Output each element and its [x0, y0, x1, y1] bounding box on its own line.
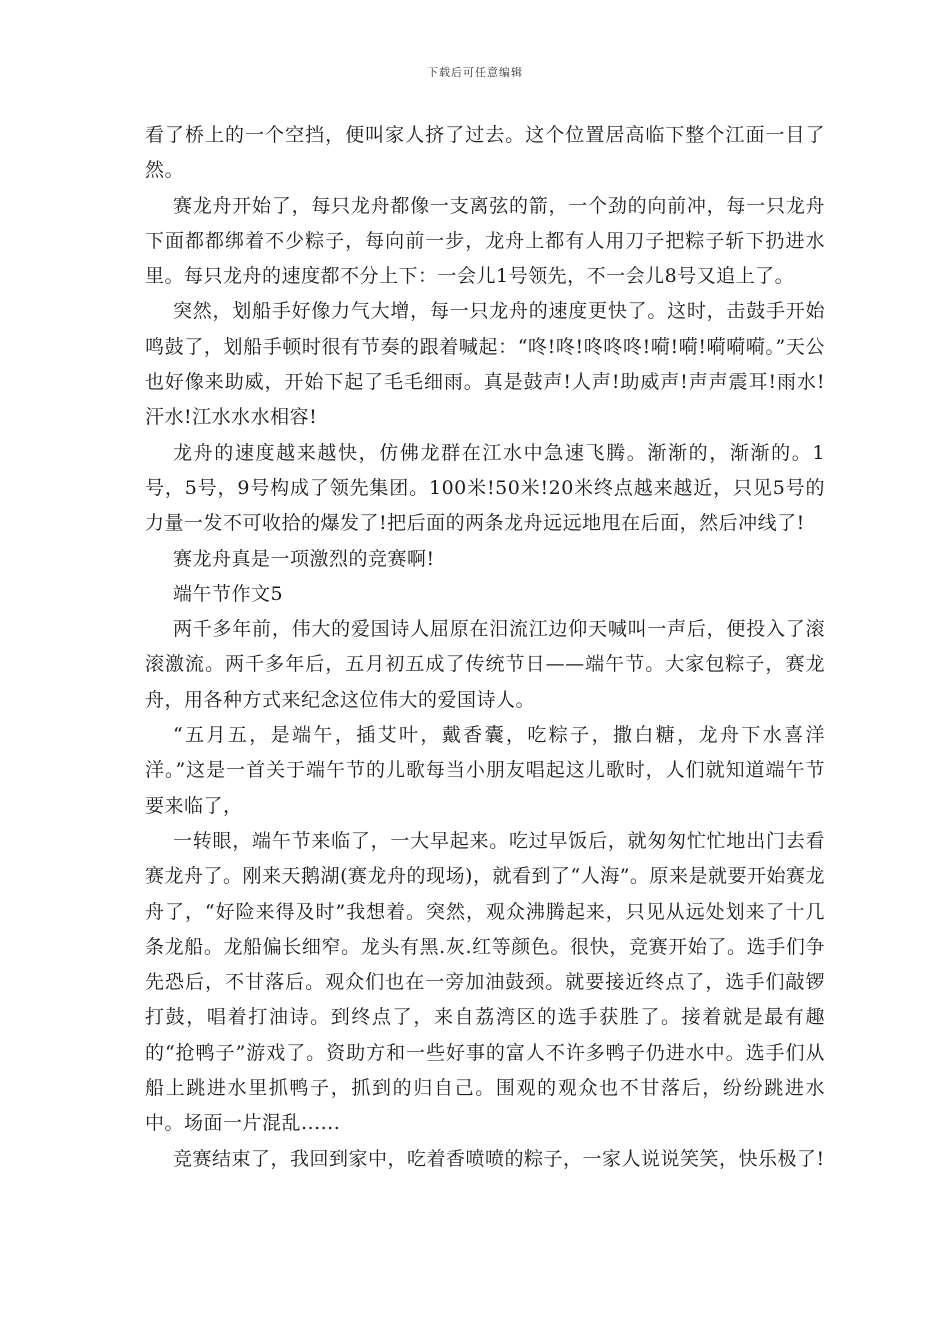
paragraph: 竞赛结束了，我回到家中，吃着香喷喷的粽子，一家人说说笑笑，快乐极了!: [173, 1147, 825, 1170]
paragraph: 一转眼，端午节来临了，一大早起来。吃过早饭后，就匆匆忙忙地出门去看赛龙舟了。刚来天鹅湖(赛龙舟的现场)，就看到了“人海”。原来是就要开始赛龙舟了，“好险来得及时”我想着。突然，观众沸腾起来，只见从远处划来了十几条龙船。龙船偏长细窄。龙头有黑.灰.红等颜色。很快，竞赛开始了。选手们争先恐后，不甘落后。观众们也在一旁加油鼓颈。就要接近终点了，选手们敲锣打鼓，唱着打油诗。到终点了，来自荔湾区的选手获胜了。接着就是最有趣的“抢鸭子”游戏了。资助方和一些好事的富人不许多鸭子仍进水中。选手们从船上跳进水里抓鸭子，抓到的归自己。围观的观众也不甘落后，纷纷跳进水中。场面一片混乱......: [145, 829, 825, 1135]
paragraph: 龙舟的速度越来越快，仿佛龙群在江水中急速飞腾。渐渐的，渐渐的。1号，5号，9号构成了领先集团。100米!50米!20米终点越来越近，只见5号的力量一发不可收拾的爆发了!把后面的两条龙舟远远地甩在后面，然后冲线了!: [145, 441, 825, 535]
paragraph: 赛龙舟真是一项激烈的竞赛啊!: [173, 547, 435, 570]
paragraph: 看了桥上的一个空挡，便叫家人挤了过去。这个位置居高临下整个江面一目了然。: [145, 124, 825, 182]
paragraph: 赛龙舟开始了，每只龙舟都像一支离弦的箭，一个劲的向前冲，每一只龙舟下面都都绑着不少粽子，每向前一步，龙舟上都有人用刀子把粽子斩下扔进水里。每只龙舟的速度都不分上下：一会儿1号领先，不一会儿8号又追上了。: [145, 194, 825, 288]
document-body: [145, 118, 825, 1177]
section-heading: 端午节作文5: [173, 582, 284, 605]
page-header: 下载后可任意编辑: [427, 66, 523, 79]
paragraph: 突然，划船手好像力气大增，每一只龙舟的速度更快了。这时，击鼓手开始鸣鼓了，划船手顿时很有节奏的跟着喊起：“咚!咚!咚咚咚!嗬!嗬!嗬嗬嗬。”天公也好像来助威，开始下起了毛毛细雨。真是鼓声!人声!助威声!声声震耳!雨水!汗水!江水水水相容!: [145, 300, 825, 429]
paragraph: “五月五，是端午，插艾叶，戴香囊，吃粽子，撒白糖，龙舟下水喜洋洋。”这是一首关于端午节的儿歌每当小朋友唱起这儿歌时，人们就知道端午节要来临了，: [145, 724, 825, 817]
paragraph: 两千多年前，伟大的爱国诗人屈原在汨流江边仰天喊叫一声后，便投入了滚滚激流。两千多年后，五月初五成了传统节日——端午节。大家包粽子，赛龙舟，用各种方式来纪念这位伟大的爱国诗人。: [145, 618, 825, 711]
